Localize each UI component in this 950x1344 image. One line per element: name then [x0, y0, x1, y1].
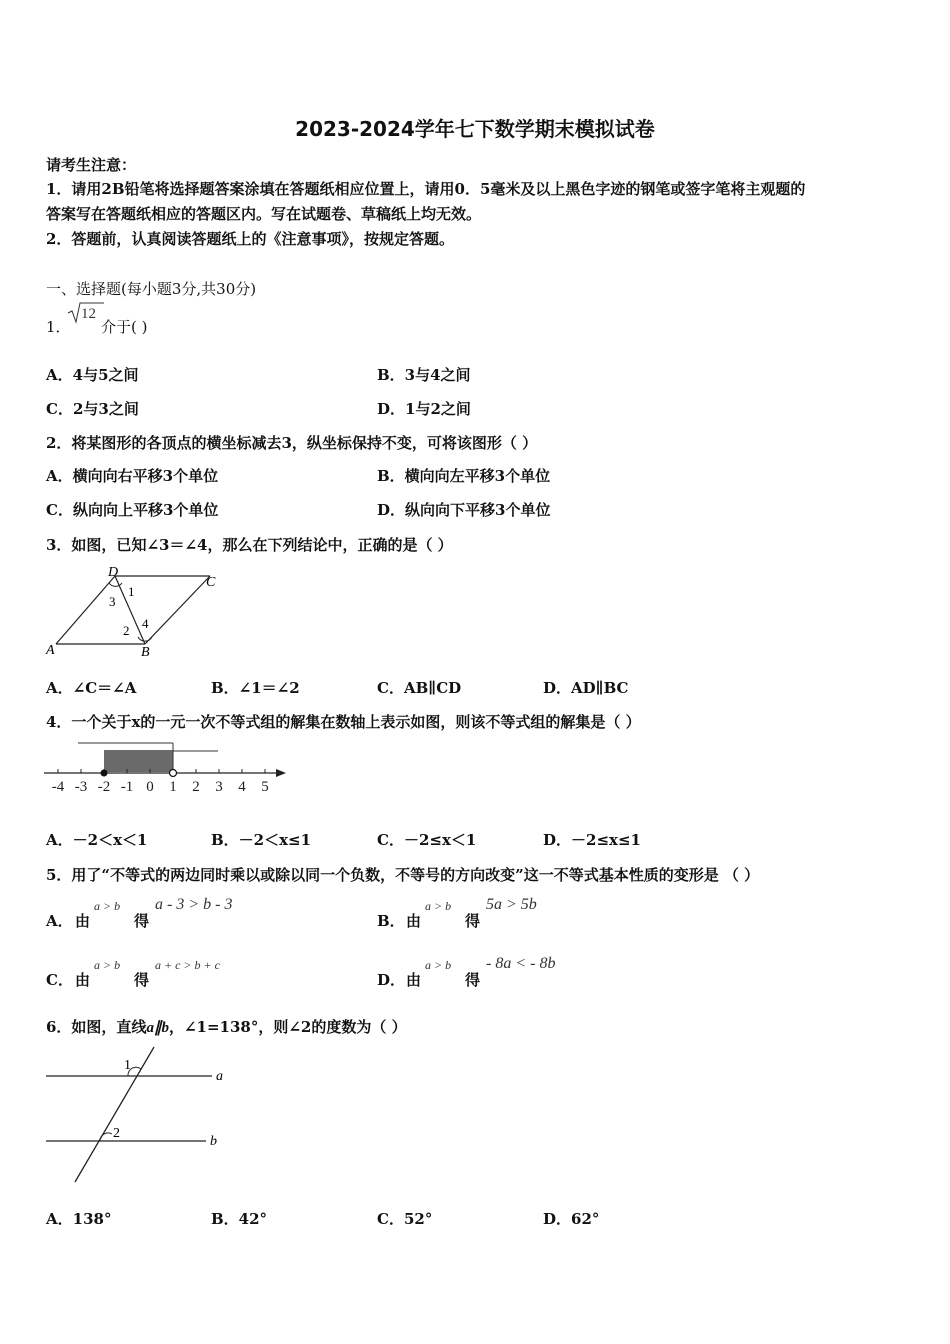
q5-a-cond: a > b — [94, 899, 121, 913]
q5-c-label: C． — [46, 971, 73, 989]
q5-a-de: 得 — [134, 912, 150, 930]
q1-option-c[interactable]: C．2与3之间 — [46, 400, 139, 418]
q5-d-you: 由 — [406, 971, 422, 989]
q1-option-a[interactable]: A．4与5之间 — [46, 366, 139, 384]
q1-radicand: 12 — [81, 306, 96, 322]
q4-option-b[interactable]: B．－2＜x≤1 — [211, 831, 312, 849]
q5-a-expr: a - 3 > b - 3 — [155, 896, 233, 913]
q5-d-expr: - 8a < - 8b — [486, 955, 556, 972]
q4-axis-arrow — [276, 769, 286, 777]
notice-line-1: 1．请用2B铅笔将选择题答案涂填在答题纸相应位置上，请用0．5毫米及以上黑色字迹的钢笔或签字笔将主观题的 — [46, 180, 806, 198]
q4-option-a[interactable]: A．－2＜x＜1 — [46, 831, 148, 849]
q5-c-cond: a > b — [94, 958, 121, 972]
q4-tick-label: 5 — [261, 779, 269, 795]
section-heading: 一、选择题(每小题3分,共30分) — [46, 280, 257, 298]
q2-option-c[interactable]: C．纵向向上平移3个单位 — [46, 501, 219, 519]
q3-option-c[interactable]: C．AB∥CD — [377, 679, 462, 697]
q3-stem: 3．如图，已知∠3＝∠4，那么在下列结论中，正确的是（ ） — [46, 536, 453, 554]
q1-option-d[interactable]: D．1与2之间 — [377, 400, 471, 418]
q3-label-4: 4 — [142, 616, 149, 631]
q5-c-de: 得 — [134, 971, 150, 989]
q3-angle-arc-d — [109, 583, 122, 586]
notice-line-3: 2．答题前，认真阅读答题纸上的《注意事项》，按规定答题。 — [46, 230, 454, 248]
q6-option-b[interactable]: B．42° — [211, 1210, 268, 1228]
q1-option-b[interactable]: B．3与4之间 — [377, 366, 471, 384]
q4-option-d[interactable]: D．－2≤x≤1 — [543, 831, 641, 849]
q4-open-dot — [170, 770, 177, 777]
q2-option-a[interactable]: A．横向向右平移3个单位 — [46, 467, 219, 485]
notice-heading: 请考生注意： — [46, 156, 137, 174]
q6-option-a[interactable]: A．138° — [46, 1210, 112, 1228]
q6-parallel-lines-figure — [40, 1042, 240, 1187]
q3-side-cb — [145, 576, 210, 644]
q5-b-de: 得 — [465, 912, 481, 930]
q5-a-you: 由 — [75, 912, 91, 930]
q5-d-de: 得 — [465, 971, 481, 989]
q5-b-expr: 5a > 5b — [486, 896, 537, 913]
q6-label-2: 2 — [113, 1126, 120, 1141]
q2-option-d[interactable]: D．纵向向下平移3个单位 — [377, 501, 551, 519]
q5-b-label: B． — [377, 912, 405, 930]
q2-stem: 2．将某图形的各顶点的横坐标减去3，纵坐标保持不变，可将该图形（ ） — [46, 434, 538, 452]
q4-tick-label: 1 — [169, 779, 177, 795]
q3-label-d: D — [108, 565, 119, 580]
q6-stem — [46, 1016, 407, 1037]
q2-option-b[interactable]: B．横向向左平移3个单位 — [377, 467, 551, 485]
q4-tick-label: 4 — [238, 779, 246, 795]
q6-label-b: b — [210, 1134, 217, 1149]
q4-axis — [44, 743, 286, 795]
q5-b-cond: a > b — [425, 899, 452, 913]
q4-number-line — [40, 736, 290, 798]
q4-tick-label: -1 — [120, 779, 134, 795]
q6-transversal — [75, 1047, 154, 1182]
q4-closed-dot — [101, 770, 108, 777]
q6-label-a: a — [216, 1069, 223, 1084]
q4-option-c[interactable]: C．－2≤x＜1 — [377, 831, 477, 849]
page-title: 2023-2024学年七下数学期末模拟试卷 — [295, 117, 655, 141]
q3-label-3: 3 — [109, 594, 116, 609]
q6-stem-post: ，∠1=138°，则∠2的度数为（ ） — [168, 1018, 407, 1036]
q3-label-a: A — [46, 643, 55, 658]
q3-option-a[interactable]: A．∠C＝∠A — [46, 679, 137, 697]
q6-stem-pre: 6．如图，直线 — [46, 1018, 147, 1036]
q5-stem: 5．用了“不等式的两边同时乘以或除以同一个负数，不等号的方向改变”这一不等式基本性质的变形是 （ ） — [46, 866, 760, 884]
q6-stem-ab: a∥b — [146, 1020, 169, 1036]
q4-tick-label: -2 — [97, 779, 111, 795]
q3-parallelogram-figure — [40, 562, 230, 662]
q5-d-label: D． — [377, 971, 406, 989]
q6-option-c[interactable]: C．52° — [377, 1210, 433, 1228]
q4-tick-label: -3 — [74, 779, 88, 795]
q1-stem: 介于( ) — [101, 318, 148, 336]
q3-label-2: 2 — [123, 623, 130, 638]
q5-c-you: 由 — [75, 971, 91, 989]
q5-a-label: A． — [46, 912, 73, 930]
q3-label-1: 1 — [128, 584, 135, 599]
q1-sqrt-symbol — [66, 300, 106, 324]
q3-label-c: C — [206, 575, 216, 590]
q6-label-1: 1 — [124, 1058, 131, 1073]
q5-d-cond: a > b — [425, 958, 452, 972]
notice-line-2: 答案写在答题纸相应的答题区内。写在试题卷、草稿纸上均无效。 — [46, 205, 482, 223]
q4-tick-label: 3 — [215, 779, 223, 795]
q4-tick-label: 2 — [192, 779, 200, 795]
q3-label-b: B — [141, 645, 150, 660]
q3-side-ad — [56, 576, 115, 644]
q4-tick-label: -4 — [51, 779, 65, 795]
q3-option-d[interactable]: D．AD∥BC — [543, 679, 629, 697]
q5-c-expr: a + c > b + c — [155, 958, 220, 972]
q4-stem: 4．一个关于x的一元一次不等式组的解集在数轴上表示如图，则该不等式组的解集是（ ） — [46, 713, 641, 731]
q5-b-you: 由 — [406, 912, 422, 930]
q3-option-b[interactable]: B．∠1＝∠2 — [211, 679, 300, 697]
q6-option-d[interactable]: D．62° — [543, 1210, 600, 1228]
q4-solution-shading — [104, 750, 173, 772]
q1-number: 1． — [46, 318, 71, 336]
q3-angle-arc-b — [138, 637, 152, 641]
q4-tick-label: 0 — [146, 779, 154, 795]
